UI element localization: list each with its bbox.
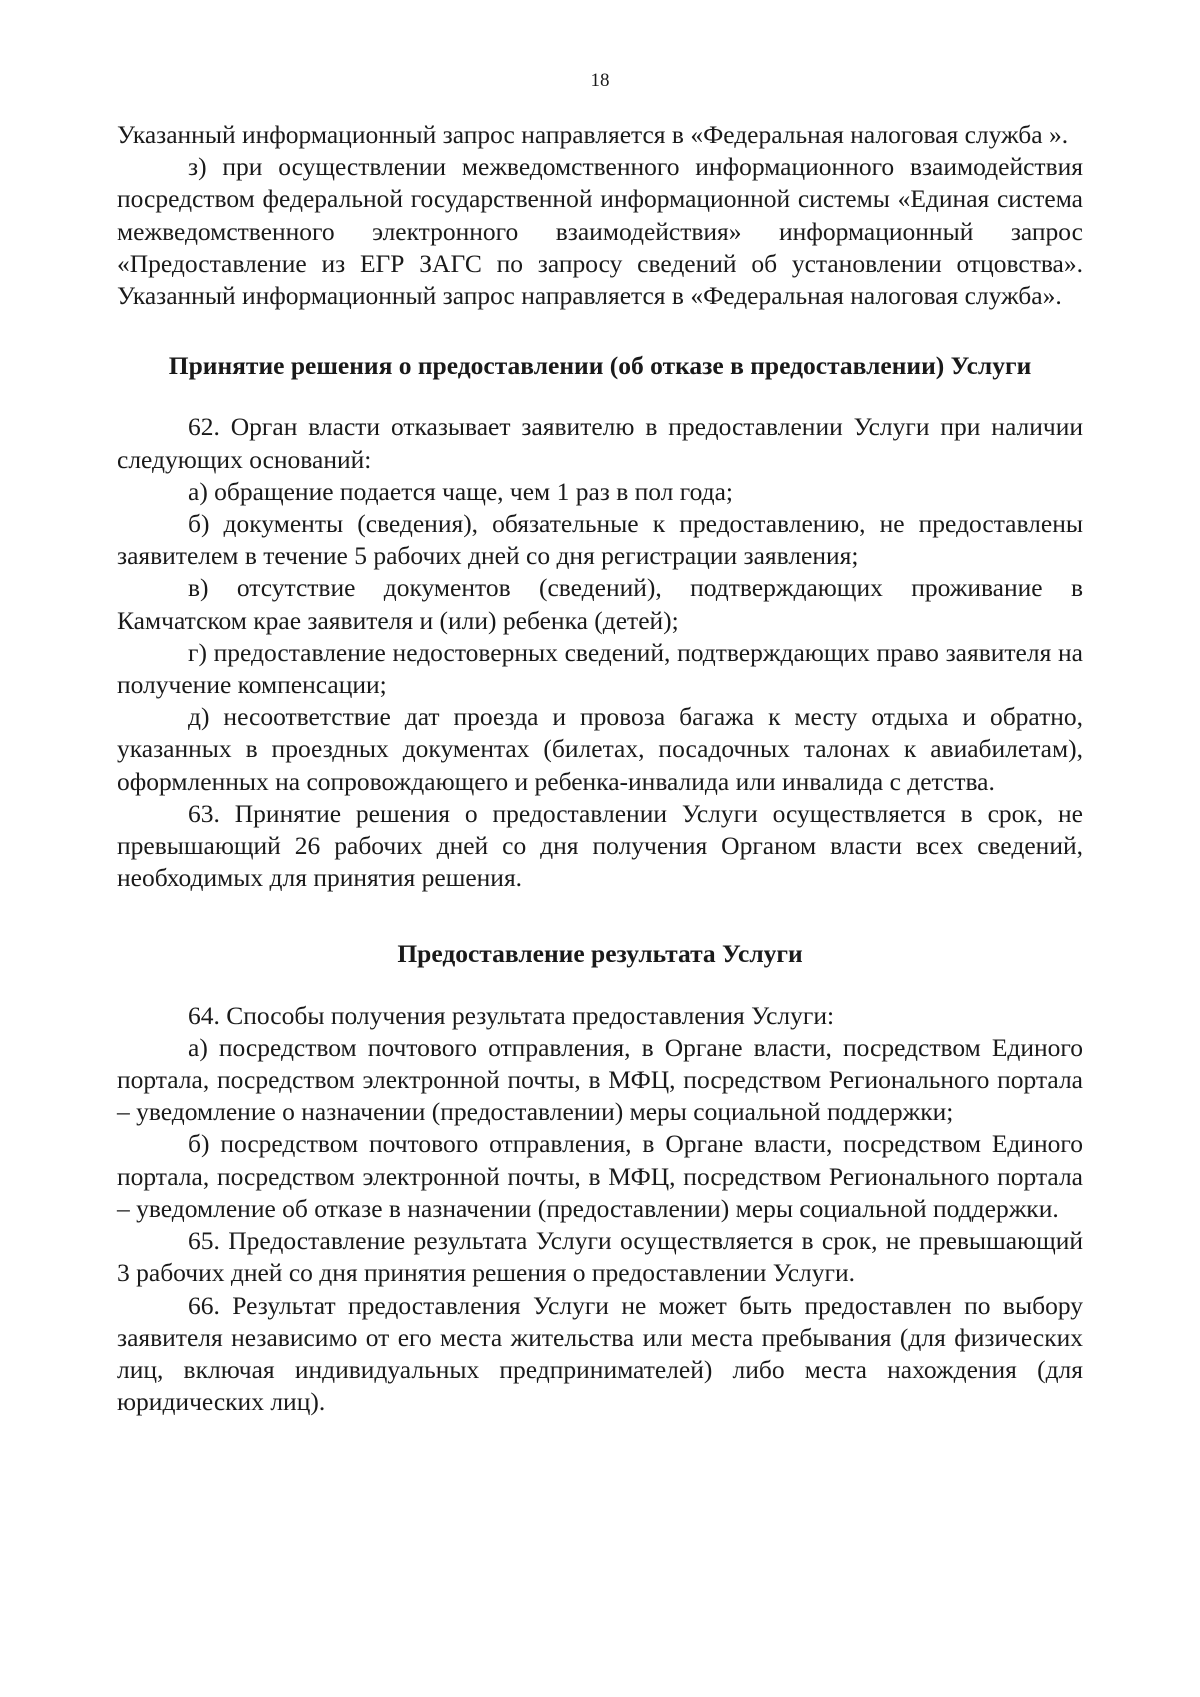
spacer: [117, 971, 1083, 1000]
paragraph-66: 66. Результат предоставления Услуги не может быть предоставлен по выбору заявителя независимо от его места жительства или места пребывания (для физических лиц, включая индивидуальных предпринимателей) либо места нахождения (для юридических лиц).: [117, 1290, 1083, 1417]
paragraph-62-b: б) документы (сведения), обязательные к предоставлению, не предоставлены заявителем в течение 5 рабочих дней со дня регистрации заявления;: [117, 509, 1083, 571]
document-body: [117, 119, 1083, 1418]
spacer: [117, 382, 1083, 411]
paragraph-62-a: а) обращение подается чаще, чем 1 раз в пол года;: [188, 476, 734, 506]
paragraph-63: 63. Принятие решения о предоставлении Услуги осуществляется в срок, не превышающий 26 рабочих дней со дня получения Органом власти всех сведений, необходимых для принятия решения.: [117, 798, 1083, 893]
paragraph-62: 62. Орган власти отказывает заявителю в предоставлении Услуги при наличии следующих оснований:: [117, 412, 1083, 474]
paragraph-62-d: д) несоответствие дат проезда и провоза багажа к месту отдыха и обратно, указанных в проездных документах (билетах, посадочных талонах к авиабилетам), оформленных на сопровождающего и ребенка-инвалида или инвалида с детства.: [117, 702, 1083, 796]
paragraph-64-a: а) посредством почтового отправления, в Органе власти, посредством Единого портала, посредством электронной почты, в МФЦ, посредством Регионального портала – уведомление о назначении (предоставлении) меры социальной поддержки;: [117, 1032, 1083, 1127]
spacer: [117, 894, 1083, 938]
section-heading-decision: Принятие решения о предоставлении (об отказе в предоставлении) Услуги: [168, 351, 1032, 381]
paragraph-65: 65. Предоставление результата Услуги осуществляется в срок, не превышающий 3 рабочих дней со дня принятия решения о предоставлении Услуги.: [117, 1226, 1083, 1288]
paragraph-intro-1: Указанный информационный запрос направляется в «Федеральная налоговая служба ».: [117, 120, 1069, 149]
paragraph-62-v: в) отсутствие документов (сведений), подтверждающих проживание в Камчатском крае заявителя и (или) ребенка (детей);: [117, 573, 1083, 635]
document-page: [117, 0, 1083, 1697]
spacer: [117, 312, 1083, 350]
paragraph-62-g: г) предоставление недостоверных сведений, подтверждающих право заявителя на получение компенсации;: [117, 637, 1083, 700]
paragraph-64: 64. Способы получения результата предоставления Услуги:: [188, 1000, 835, 1030]
paragraph-64-b: б) посредством почтового отправления, в Органе власти, посредством Единого портала, посредством электронной почты, в МФЦ, посредством Регионального портала – уведомление об отказе в назначении (предоставлении) меры социальной поддержки.: [117, 1129, 1083, 1223]
section-heading-result: Предоставление результата Услуги: [397, 939, 803, 969]
page-number: 18: [590, 70, 610, 91]
paragraph-intro-2: з) при осуществлении межведомственного информационного взаимодействия посредством федеральной государственной информационной системы «Единая система межведомственного электронного взаимодействия» информационный запрос «Предоставление из ЕГР ЗАГС по запросу сведений об установлении отцовства». Указанный информационный запрос направляется в «Федеральная налоговая служба».: [117, 152, 1083, 311]
